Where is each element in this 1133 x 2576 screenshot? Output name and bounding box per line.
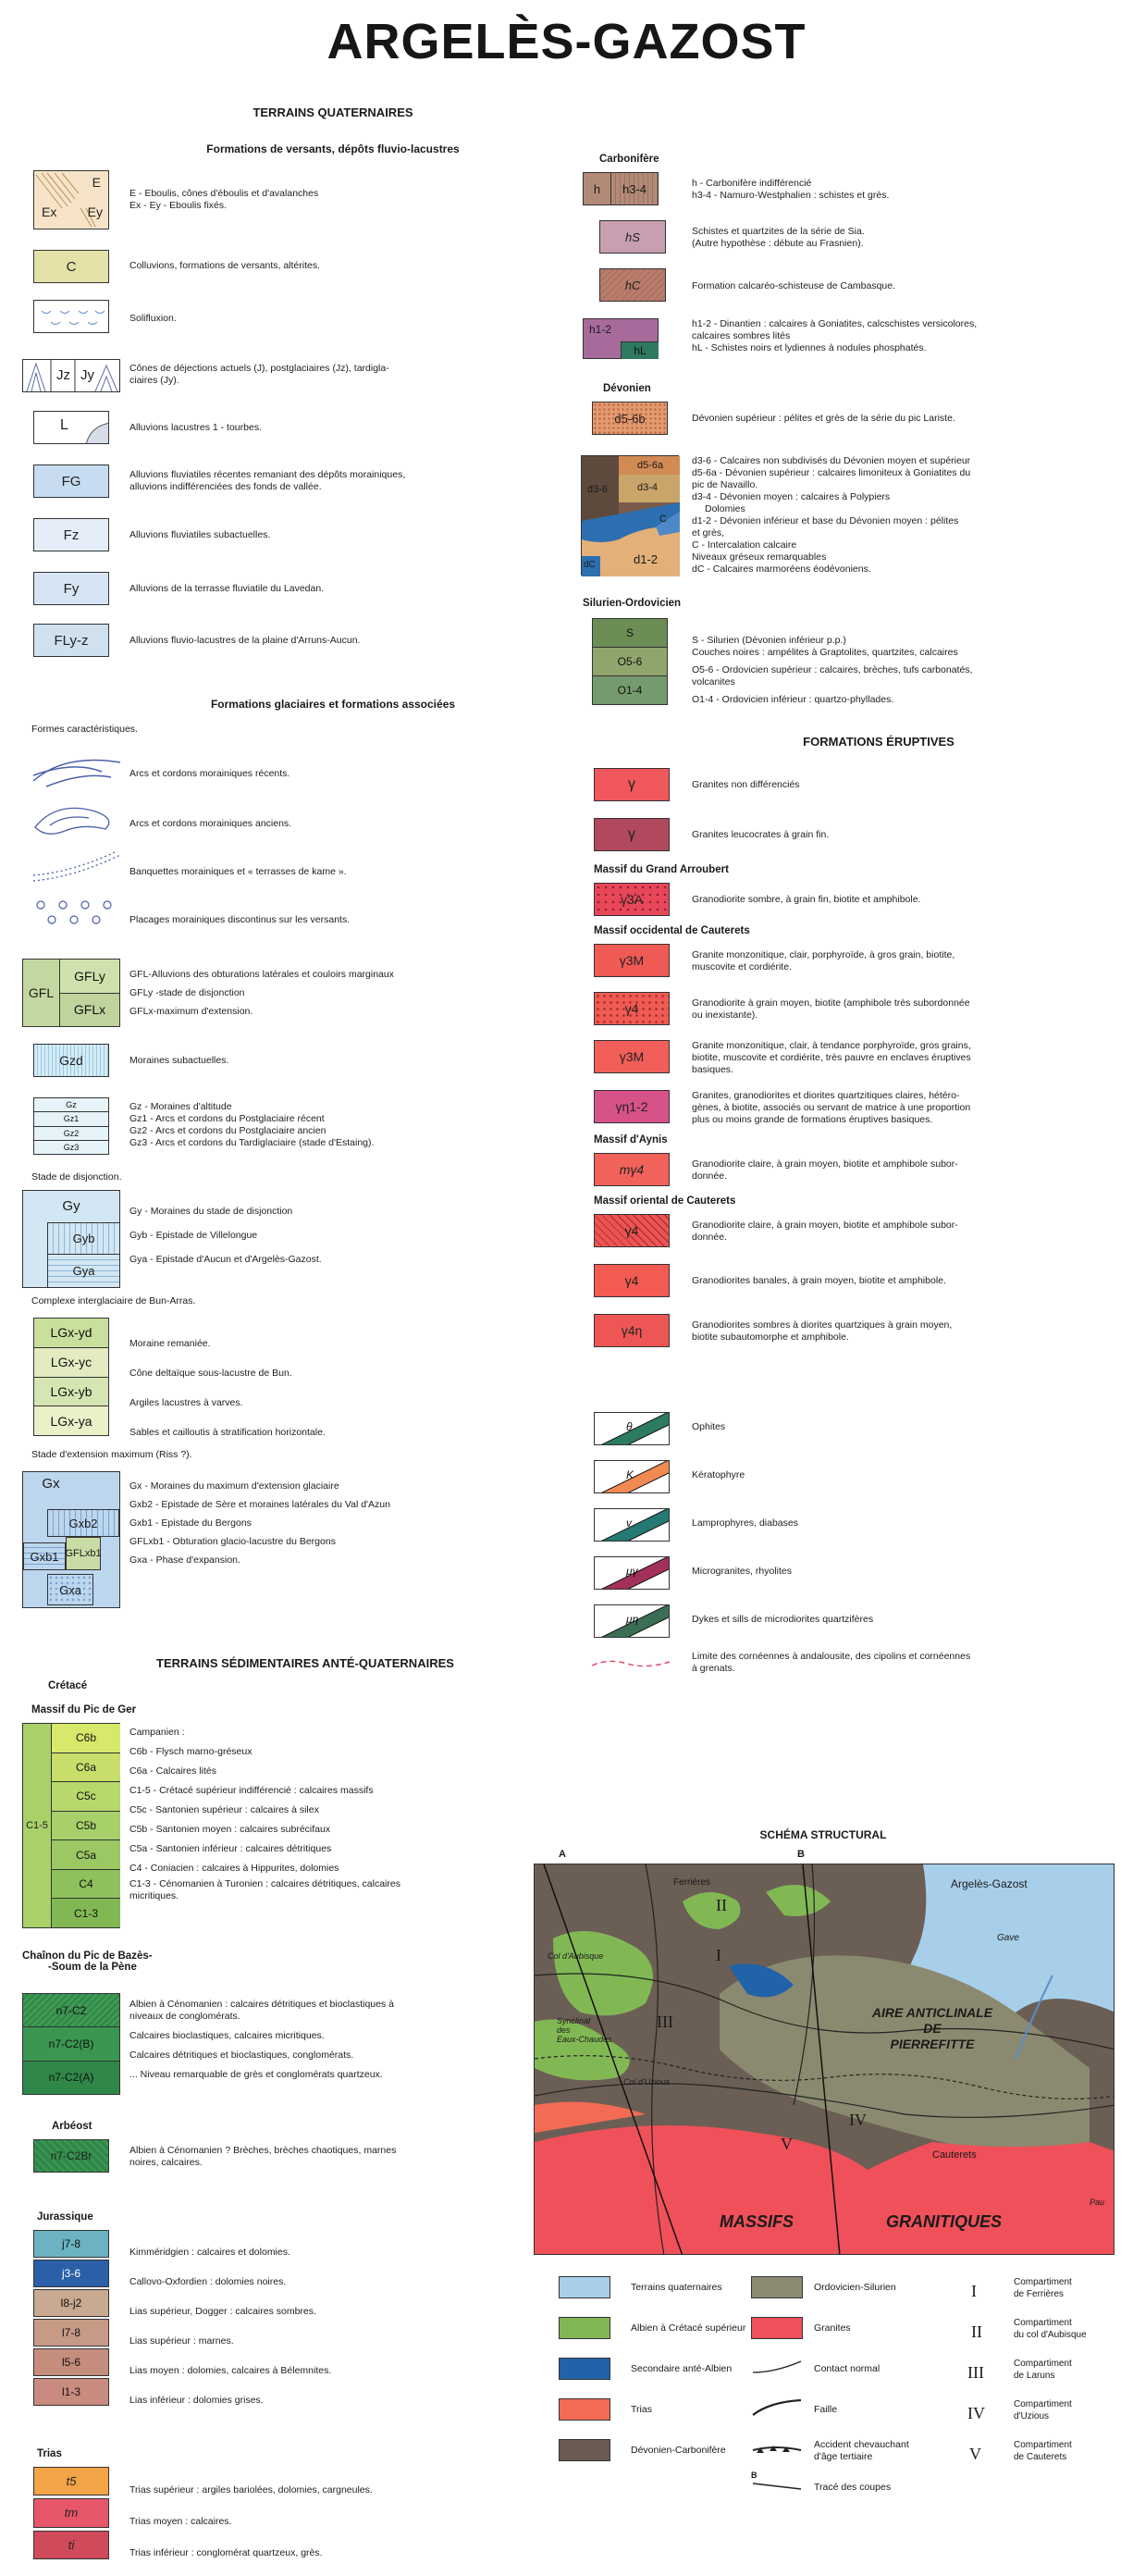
legend-box-FG: FG <box>33 464 109 498</box>
legend-box-d5-6b: d5-6b <box>592 402 668 435</box>
label-LGx-yc: LGx-yc <box>34 1348 108 1378</box>
label-L: L <box>60 417 68 433</box>
label-d3-4: d3-4 <box>637 482 659 493</box>
legend-box-Fy: Fy <box>33 572 109 605</box>
label-l5-6: l5-6 <box>33 2348 109 2376</box>
dyke-label-2: v <box>626 1517 632 1530</box>
compartment-text-III: Compartiment de Laruns <box>1014 2359 1072 2381</box>
desc-corneennes: Limite des cornéennes à andalousite, des cipolins et cornéennes à grenats. <box>692 1651 971 1674</box>
legend-box-h <box>583 172 659 205</box>
label-C6a: C6a <box>52 1753 120 1783</box>
map-label-uzious: Col d'Uzious <box>623 2077 671 2087</box>
label-O5-6: O5-6 <box>593 648 667 676</box>
schema-legend-text-6: Granites <box>814 2322 851 2334</box>
quaternary-heading: TERRAINS QUATERNAIRES <box>252 105 413 119</box>
schema-legend-text-1: Albien à Crétacé supérieur <box>631 2322 746 2334</box>
label-Gy: Gy <box>62 1197 80 1214</box>
desc-ger: Campanien : C6b - Flysch marno-gréseux C6a - Calcaires lités C1-5 - Crétacé supérieur indifférencié : calcaires massifs C5c - Santonien supérieur : calcaires à silex C5b - Santonien moyen : calcaires subrécifaux C5a - Santonien inférieur : calcaires détritiques C4 - Coniacien : calcaires à Hippurites, dolomies C1-3 - Cénomanien à Turonien : calcaires détritiques, calcaires micritiques. <box>129 1727 400 1901</box>
solifluxion-pattern-icon <box>34 300 108 333</box>
disjonction-label: Stade de disjonction. <box>31 1171 122 1183</box>
legend-box-bazes <box>22 1993 120 2095</box>
desc-arcs-anciens: Arcs et cordons morainiques anciens. <box>129 818 292 829</box>
desc-Gzd: Moraines subactuelles. <box>129 1055 229 1066</box>
schema-legend-text-5: Ordovicien-Silurien <box>814 2282 896 2293</box>
label-Gyb: Gyb <box>47 1222 119 1254</box>
formes-label: Formes caractéristiques. <box>31 724 138 735</box>
compartment-roman-V: V <box>969 2445 981 2463</box>
chevauchant-text: Accident chevauchant d'âge tertiaire <box>814 2439 909 2462</box>
desc-g4n: Granodiorites sombres à diorites quartziques à grain moyen, biotite subautomorphe et amphibole. <box>692 1319 953 1343</box>
legend-box-g4-occ: γ4 <box>594 992 670 1025</box>
banquettes-icon <box>28 849 129 886</box>
desc-dyke-0: Ophites <box>692 1421 726 1432</box>
cauterets-or-label: Massif oriental de Cauterets <box>594 1195 736 1207</box>
desc-solifluxion: Solifluxion. <box>129 313 177 324</box>
legend-box-arroubert: γ3A <box>594 883 670 916</box>
aynis-label: Massif d'Aynis <box>594 1134 668 1146</box>
map-label-cauterets: Cauterets <box>932 2149 977 2161</box>
legend-box-g4n: γ4η <box>594 1314 670 1347</box>
desc-dyke-4: Dykes et sills de microdiorites quartzifères <box>692 1614 874 1625</box>
desc-placages: Placages morainiques discontinus sur les versants. <box>129 914 351 925</box>
desc-Fz: Alluvions fluviatiles subactuelles. <box>129 529 271 540</box>
label-Gya: Gya <box>47 1254 119 1287</box>
bun-label: Complexe interglaciaire de Bun-Arras. <box>31 1295 196 1307</box>
glaciaires-heading: Formations glaciaires et formations associées <box>210 698 456 711</box>
legend-box-Fz: Fz <box>33 518 109 551</box>
label-GFLy: GFLy <box>60 960 119 994</box>
map-label-aubisque: Col d'Aubisque <box>548 1951 604 1961</box>
compartment-text-II: Compartiment du col d'Aubisque <box>1014 2318 1087 2340</box>
legend-box-granites-leuco: γ <box>594 818 670 851</box>
structural-map <box>534 1864 1115 2255</box>
dyke-label-4: μη <box>626 1613 639 1626</box>
schema-legend-swatch-0 <box>559 2276 610 2298</box>
label-Ex: Ex <box>42 204 57 219</box>
desc-Jz-Jy: Cônes de déjections actuels (J), postglaciaires (Jz), tardigla- ciaires (Jy). <box>129 363 389 386</box>
desc-g4-or-1: Granodiorite claire, à grain moyen, biotite et amphibole subor- donnée. <box>692 1220 958 1243</box>
map-compartment-I: I <box>716 1946 721 1964</box>
label-C6b: C6b <box>52 1724 120 1753</box>
label-GFLx: GFLx <box>60 994 119 1027</box>
label-h1-2: h1-2 <box>589 323 612 336</box>
legend-box-ger <box>22 1723 120 1928</box>
label-GFL: GFL <box>23 960 60 1026</box>
label-Gz: Gz <box>34 1098 108 1112</box>
label-C5a: C5a <box>52 1840 120 1870</box>
dyke-symbol-1 <box>594 1460 670 1493</box>
label-Gx: Gx <box>42 1476 60 1492</box>
schema-legend-swatch-1 <box>559 2317 610 2339</box>
label-h: h <box>584 173 611 204</box>
contact-normal-icon <box>751 2358 803 2376</box>
legend-box-Gx <box>22 1471 120 1608</box>
schema-legend-swatch-5 <box>751 2276 803 2298</box>
map-label-gave: Gave <box>997 1933 1019 1943</box>
trias-label: Trias <box>37 2448 62 2459</box>
desc-dyke-2: Lamprophyres, diabases <box>692 1517 798 1529</box>
label-C-intercalation: C <box>659 514 667 525</box>
label-tm: tm <box>33 2498 109 2527</box>
map-label-ferrieres: Ferrières <box>673 1877 711 1888</box>
label-Jy: Jy <box>80 367 94 383</box>
silurien-label: Silurien-Ordovicien <box>583 598 682 609</box>
label-LGx-yb: LGx-yb <box>34 1378 108 1407</box>
desc-trias: Trias supérieur : argiles bariolées, dolomies, cargneules. Trias moyen : calcaires. Trias inférieur : conglomérat quartzeux, grès. <box>129 2484 373 2558</box>
label-ti: ti <box>33 2531 109 2559</box>
arroubert-label: Massif du Grand Arroubert <box>594 864 729 875</box>
sedimentary-heading: TERRAINS SÉDIMENTAIRES ANTÉ-QUATERNAIRES <box>156 1656 454 1670</box>
label-d3-6: d3-6 <box>587 484 609 495</box>
desc-granites-leuco: Granites leucocrates à grain fin. <box>692 829 830 840</box>
desc-Gz: Gz - Moraines d'altitude Gz1 - Arcs et cordons du Postglaciaire récent Gz2 - Arcs et cordons du Postglaciaire ancien Gz3 - Arcs et cordons du Tardiglaciaire (stade d'Estaing). <box>129 1101 375 1148</box>
arbeost-label: Arbéost <box>52 2121 92 2132</box>
map-compartment-V: V <box>781 2135 793 2153</box>
schema-legend-swatch-6 <box>751 2317 803 2339</box>
desc-hS: Schistes et quartzites de la série de Sia. (Autre hypothèse : débute au Frasnien). <box>692 226 865 249</box>
map-label-aire: AIRE ANTICLINALE DE PIERREFITTE <box>871 2005 993 2051</box>
desc-C: Colluvions, formations de versants, altérites. <box>129 260 321 271</box>
chevauchant-icon <box>751 2437 803 2459</box>
label-S: S <box>593 619 667 648</box>
dyke-symbol-3 <box>594 1556 670 1590</box>
desc-arcs-recents: Arcs et cordons morainiques récents. <box>129 768 290 779</box>
desc-d5-6b: Dévonien supérieur : pélites et grès de la série du pic Lariste. <box>692 413 955 424</box>
map-label-argeles: Argelès-Gazost <box>951 1877 1028 1890</box>
desc-devonien-block: d3-6 - Calcaires non subdivisés du Dévonien moyen et supérieur d5-6a - Dévonien supérieur : calcaires limoniteux à Goniatites du pic de Navaillo. d3-4 - Dévonien moyen : calcaires à Polypiers Dolomies d1-2 - Dévonien inférieur et base du Dévonien moyen : pélites et grès, C - Intercalation calcaire Niveaux gréseux remarquables dC - Calcaires marmoréens éodévoniens. <box>692 455 971 575</box>
label-LGx-yd: LGx-yd <box>34 1319 108 1348</box>
label-d5-6a: d5-6a <box>637 460 664 471</box>
desc-dyke-1: Kératophyre <box>692 1469 745 1480</box>
faille-text: Faille <box>814 2404 838 2415</box>
cretace-label: Crétacé <box>48 1680 88 1691</box>
legend-box-E <box>33 170 109 229</box>
legend-box-h1-2 <box>583 318 659 359</box>
desc-g4-occ: Granodiorite à grain moyen, biotite (amphibole très subordonnée ou inexistante). <box>692 997 970 1021</box>
legend-box-g3M-2: γ3M <box>594 1040 670 1073</box>
label-O1-4: O1-4 <box>593 676 667 704</box>
compartment-roman-I: I <box>971 2282 977 2300</box>
label-l8-j2: l8-j2 <box>33 2289 109 2317</box>
map-label-synclinal: Synclinal des Eaux-Chaudes <box>557 2016 612 2044</box>
desc-L: Alluvions lacustres 1 - tourbes. <box>129 422 262 433</box>
label-Gxb1: Gxb1 <box>23 1542 66 1570</box>
section-A-label: A <box>559 1849 566 1860</box>
schema-legend-swatch-4 <box>559 2439 610 2461</box>
label-h3-4: h3-4 <box>611 173 658 204</box>
versants-heading: Formations de versants, dépôts fluvio-lacustres <box>206 142 460 155</box>
dyke-label-3: μγ <box>626 1565 638 1578</box>
legend-box-arbeost: n7-C2Br <box>33 2139 109 2173</box>
label-Gz3: Gz3 <box>34 1141 108 1154</box>
dyke-symbol-2 <box>594 1508 670 1542</box>
legend-box-FLy-z: FLy-z <box>33 624 109 657</box>
desc-h1-2: h1-2 - Dinantien : calcaires à Goniatites, calcschistes versicolores, calcaires sombres lités hL - Schistes noirs et lydiennes à nodules phosphatés. <box>692 318 978 353</box>
legend-box-Gz <box>33 1097 109 1155</box>
label-j7-8: j7-8 <box>33 2230 109 2258</box>
desc-FG: Alluvions fluviatiles récentes remaniant des dépôts morainiques, alluvions indifférenciées des fonds de vallée. <box>129 469 406 492</box>
legend-box-jura <box>33 2230 109 2406</box>
arcs-anciens-icon <box>28 801 129 838</box>
label-C5c: C5c <box>52 1782 120 1812</box>
legend-box-LGx <box>33 1318 109 1436</box>
label-n7-C2A: n7-C2(A) <box>23 2062 119 2094</box>
desc-FLy-z: Alluvions fluvio-lacustres de la plaine d'Arruns-Aucun. <box>129 635 361 646</box>
devonien-label: Dévonien <box>603 383 651 394</box>
label-Gz1: Gz1 <box>34 1112 108 1126</box>
cone-pattern-icon <box>23 360 120 392</box>
desc-g3M-2: Granite monzonitique, clair, à tendance porphyroïde, gros grains, biotite, muscovite et cordiérite, très pauvre en enclaves éruptives basiques. <box>692 1040 971 1075</box>
legend-box-granites-nd: γ <box>594 768 670 801</box>
ger-label: Massif du Pic de Ger <box>31 1704 137 1715</box>
legend-box-silurien <box>592 618 668 705</box>
legend-box-hS: hS <box>599 220 666 254</box>
desc-Gx: Gx - Moraines du maximum d'extension glaciaire Gxb2 - Epistade de Sère et moraines latérales du Val d'Azun Gxb1 - Epistade du Bergons GFLxb1 - Obturation glacio-lacustre du Bergons Gxa - Phase d'expansion. <box>129 1480 390 1566</box>
desc-Fy: Alluvions de la terrasse fluviatile du Lavedan. <box>129 583 325 594</box>
trace-coupes-icon <box>751 2480 803 2493</box>
map-label-pau: Pau <box>1090 2198 1105 2207</box>
schema-legend-text-3: Trias <box>631 2404 652 2415</box>
map-compartment-IV: IV <box>849 2111 867 2129</box>
desc-g3M-1: Granite monzonitique, clair, porphyroïde, à gros grain, biotite, muscovite et cordiérite. <box>692 949 955 972</box>
riss-label: Stade d'extension maximum (Riss ?). <box>31 1449 192 1460</box>
dyke-band-icon <box>595 1509 670 1542</box>
desc-g4-or-2: Granodiorites banales, à grain moyen, biotite et amphibole. <box>692 1275 946 1286</box>
label-l1-3: l1-3 <box>33 2378 109 2406</box>
schema-legend-text-0: Terrains quaternaires <box>631 2282 722 2293</box>
desc-granites-nd: Granites non différenciés <box>692 779 800 790</box>
desc-hC: Formation calcaréo-schisteuse de Cambasque. <box>692 280 896 291</box>
corneennes-line-icon <box>590 1656 673 1671</box>
page-title: ARGELÈS-GAZOST <box>326 14 807 69</box>
label-n7-C2B: n7-C2(B) <box>23 2027 119 2061</box>
label-GFLxb1: GFLxb1 <box>66 1537 101 1570</box>
dyke-label-1: K <box>626 1468 634 1481</box>
trace-coupes-text: Tracé des coupes <box>814 2482 892 2493</box>
compartment-roman-III: III <box>967 2363 984 2382</box>
desc-Gy: Gy - Moraines du stade de disjonction Gyb - Epistade de Villelongue Gya - Epistade d'Aucun et d'Argelès-Gazost. <box>129 1206 322 1265</box>
desc-aynis: Granodiorite claire, à grain moyen, biotite et amphibole subor- donnée. <box>692 1158 958 1182</box>
label-d1-2: d1-2 <box>634 552 659 566</box>
compartment-roman-IV: IV <box>967 2404 985 2422</box>
jura-label: Jurassique <box>37 2211 93 2223</box>
label-LGx-ya: LGx-ya <box>34 1406 108 1435</box>
desc-banquettes: Banquettes morainiques et « terrasses de kame ». <box>129 866 347 877</box>
legend-box-g4-or-2: γ4 <box>594 1264 670 1297</box>
label-t5: t5 <box>33 2467 109 2496</box>
arcs-recents-icon <box>28 753 129 790</box>
label-C1-3: C1-3 <box>52 1899 120 1927</box>
section-B-label: B <box>797 1849 805 1860</box>
map-compartment-II-top: II <box>716 1896 727 1914</box>
desc-arroubert: Granodiorite sombre, à grain fin, biotite et amphibole. <box>692 894 921 905</box>
desc-dyke-3: Microgranites, rhyolites <box>692 1566 792 1577</box>
legend-box-hC: hC <box>599 268 666 302</box>
desc-E: E - Eboulis, cônes d'éboulis et d'avalanches Ex - Ey - Eboulis fixés. <box>129 188 319 211</box>
desc-arbeost: Albien à Cénomanien ? Brèches, brèches chaotiques, marnes noires, calcaires. <box>129 2145 397 2168</box>
map-label-massifs: MASSIFS <box>720 2212 794 2231</box>
label-dC: dC <box>584 560 596 570</box>
label-E: E <box>92 175 101 190</box>
label-hL: hL <box>621 341 659 359</box>
schema-legend-text-2: Secondaire anté-Albien <box>631 2363 733 2374</box>
desc-bazes: Albien à Cénomanien : calcaires détritiques et bioclastiques à niveaux de conglomérats. Calcaires bioclastiques, calcaires micritiques. Calcaires détritiques et bioclastiques, conglomérats. ... Niveau remarquable de grès et conglomérats quartzeux. <box>129 1999 394 2080</box>
schema-heading: SCHÉMA STRUCTURAL <box>759 1828 887 1841</box>
label-Ey: Ey <box>87 204 103 219</box>
label-Jz: Jz <box>56 367 70 383</box>
label-n7-C2: n7-C2 <box>23 1994 119 2027</box>
legend-box-GFL <box>22 959 120 1027</box>
legend-box-trias <box>33 2467 109 2559</box>
legend-box-solifluxion <box>33 300 109 333</box>
peat-pattern-icon <box>34 412 109 444</box>
label-C4: C4 <box>52 1870 120 1900</box>
schema-legend-swatch-3 <box>559 2398 610 2421</box>
contact-normal-text: Contact normal <box>814 2363 881 2374</box>
legend-box-gn1-2: γη1-2 <box>594 1090 670 1123</box>
label-Gz2: Gz2 <box>34 1127 108 1141</box>
compartment-roman-II: II <box>971 2322 982 2341</box>
label-Gxa: Gxa <box>47 1574 93 1605</box>
legend-box-L <box>33 411 109 444</box>
legend-box-Gzd: Gzd <box>33 1044 109 1077</box>
compartment-text-IV: Compartiment d'Uzious <box>1014 2399 1072 2421</box>
desc-GFL: GFL-Alluvions des obturations latérales et couloirs marginaux GFLy -stade de disjonction GFLx-maximum d'extension. <box>129 969 394 1017</box>
legend-box-Gy <box>22 1190 120 1288</box>
label-j3-6: j3-6 <box>33 2260 109 2287</box>
label-l7-8: l7-8 <box>33 2319 109 2347</box>
compartment-text-I: Compartiment de Ferrières <box>1014 2277 1072 2299</box>
schema-legend-text-4: Dévonien-Carbonifère <box>631 2445 726 2456</box>
desc-h: h - Carbonifère indifférencié h3-4 - Namuro-Westphalien : schistes et grès. <box>692 178 890 201</box>
desc-silurien: S - Silurien (Dévonien inférieur p.p.) Couches noires : ampélites à Graptolites, quartzites, calcaires O5-6 - Ordovicien supérieur : calcaires, brèches, tufs carbonatés, volcanites O1-4 - Ordovicien inférieur : quartzo-phyllades. <box>692 635 973 705</box>
label-C1-5: C1-5 <box>26 1820 48 1831</box>
legend-box-devonien-block <box>581 455 679 576</box>
map-compartment-III: III <box>657 2012 673 2031</box>
compartment-text-V: Compartiment de Cauterets <box>1014 2440 1072 2462</box>
dyke-symbol-0 <box>594 1412 670 1445</box>
schema-legend-swatch-2 <box>559 2358 610 2380</box>
label-C5b: C5b <box>52 1812 120 1841</box>
legend-box-g3M-1: γ3M <box>594 944 670 977</box>
legend-box-C: C <box>33 250 109 283</box>
dyke-label-0: θ <box>626 1420 633 1433</box>
desc-LGx: Moraine remaniée. Cône deltaïque sous-lacustre de Bun. Argiles lacustres à varves. Sables et cailloutis à stratification horizontale. <box>129 1338 326 1438</box>
legend-box-aynis: mγ4 <box>594 1153 670 1186</box>
placages-icon <box>28 896 129 927</box>
faille-icon <box>751 2396 803 2419</box>
cauterets-occ-label: Massif occidental de Cauterets <box>594 925 750 936</box>
trace-B-label: B <box>751 2471 757 2480</box>
label-Gxb2: Gxb2 <box>47 1509 119 1537</box>
dyke-symbol-4 <box>594 1604 670 1638</box>
map-label-granitiques: GRANITIQUES <box>886 2212 1003 2231</box>
legend-box-g4-or-1: γ4 <box>594 1214 670 1247</box>
carbonifere-label: Carbonifère <box>599 154 659 165</box>
bazes-label: Chaînon du Pic de Bazès- -Soum de la Pène <box>22 1951 153 1973</box>
eruptive-heading: FORMATIONS ÉRUPTIVES <box>803 735 954 749</box>
legend-box-Jz-Jy <box>22 359 120 392</box>
desc-jura: Kimméridgien : calcaires et dolomies. Callovo-Oxfordien : dolomies noires. Lias supérieur, Dogger : calcaires sombres. Lias supérieur : marnes. Lias moyen : dolomies, calcaires à Bélemnites. Lias inférieur : dolomies grises. <box>129 2247 332 2406</box>
structural-map-svg <box>535 1864 1115 2255</box>
desc-gn1-2: Granites, granodiorites et diorites quartzitiques claires, hétéro- gènes, à biotite, associés ou servant de matrice à une proportion plus ou moins grande de formations éruptives basiques. <box>692 1090 971 1125</box>
